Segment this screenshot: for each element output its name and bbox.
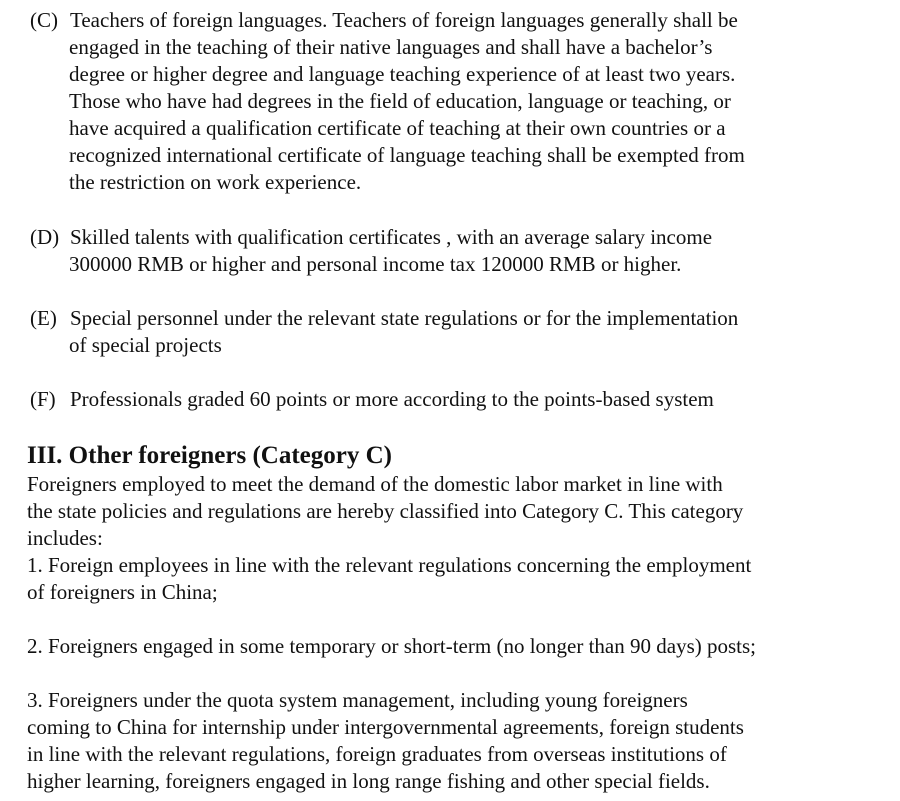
paragraph-line: 2. Foreigners engaged in some temporary or short-term (no longer than 90 days) posts; (27, 634, 757, 658)
paragraph-line: includes: (27, 526, 103, 550)
list-item-f (30, 386, 860, 413)
list-item-c (30, 7, 860, 196)
item-text-line: Skilled talents with qualification certificates , with an average salary income (70, 225, 713, 249)
paragraph-line: 3. Foreigners under the quota system management, including young foreigners (27, 688, 688, 712)
section-point-3 (27, 687, 872, 795)
list-item-d (30, 224, 860, 278)
item-label: (F) (30, 387, 56, 411)
list-item-e (30, 305, 860, 359)
item-text-line: Teachers of foreign languages. Teachers of foreign languages generally shall be (70, 8, 738, 32)
paragraph-line: the state policies and regulations are hereby classified into Category C. This category (27, 499, 744, 523)
paragraph-line: Foreigners employed to meet the demand of the domestic labor market in line with (27, 472, 723, 496)
item-label: (C) (30, 8, 58, 32)
item-text-line: 300000 RMB or higher and personal income tax 120000 RMB or higher. (69, 252, 682, 276)
paragraph-line: higher learning, foreigners engaged in long range fishing and other special fields. (27, 769, 710, 793)
item-label: (E) (30, 306, 57, 330)
item-text-line: recognized international certificate of language teaching shall be exempted from (69, 143, 745, 167)
paragraph-line: in line with the relevant regulations, foreign graduates from overseas institutions of (27, 742, 727, 766)
item-text-line: Special personnel under the relevant state regulations or for the implementation (70, 306, 739, 330)
section-point-2 (27, 633, 872, 660)
section-intro (27, 471, 872, 606)
paragraph-line: coming to China for internship under intergovernmental agreements, foreign students (27, 715, 744, 739)
section-heading: III. Other foreigners (Category C) (27, 442, 392, 469)
item-text-line: have acquired a qualification certificate of teaching at their own countries or a (69, 116, 726, 140)
item-text-line: engaged in the teaching of their native languages and shall have a bachelor’s (69, 35, 713, 59)
item-text-line: degree or higher degree and language teaching experience of at least two years. (69, 62, 736, 86)
paragraph-line: of foreigners in China; (27, 580, 218, 604)
item-text-line: Professionals graded 60 points or more according to the points-based system (70, 387, 714, 411)
item-text-line: Those who have had degrees in the field of education, language or teaching, or (69, 89, 731, 113)
item-text-line: the restriction on work experience. (69, 170, 362, 194)
paragraph-line: 1. Foreign employees in line with the relevant regulations concerning the employment (27, 553, 752, 577)
item-text-line: of special projects (69, 333, 222, 357)
item-label: (D) (30, 225, 60, 249)
